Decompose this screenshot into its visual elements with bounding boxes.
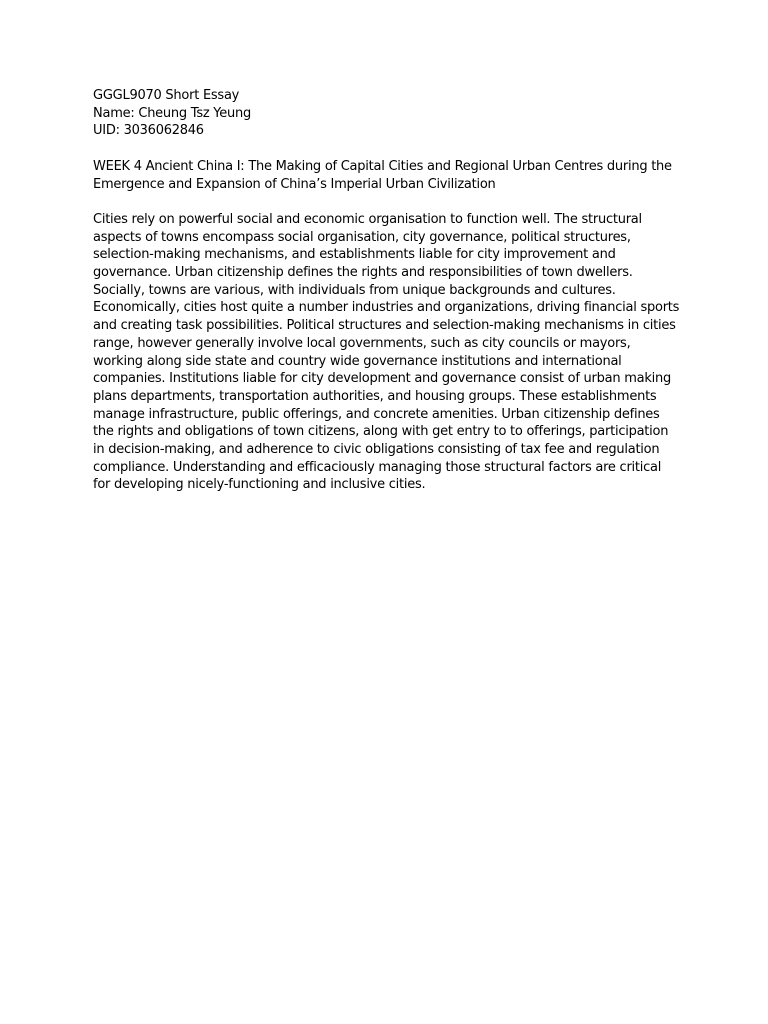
paragraph-line: selection-making mechanisms, and establishments liable for city improvement and — [93, 247, 616, 263]
paragraph-line: the rights and obligations of town citizens, along with get entry to to offerings, participation — [93, 424, 669, 440]
paragraph-line: Cities rely on powerful social and economic organisation to function well. The structural — [93, 211, 642, 227]
spacer — [93, 193, 685, 211]
paragraph-line: companies. Institutions liable for city development and governance consist of urban making — [93, 371, 671, 387]
course-line: GGGL9070 Short Essay — [93, 88, 240, 103]
essay-title — [93, 158, 685, 193]
document-content — [93, 87, 685, 494]
paragraph-line: working along side state and country wide governance institutions and international — [93, 353, 622, 369]
header-block — [93, 87, 685, 140]
paragraph-line: governance. Urban citizenship defines the rights and responsibilities of town dwellers. — [93, 265, 633, 280]
paragraph-line: for developing nicely-functioning and inclusive cities. — [93, 477, 426, 493]
paragraph-line: Socially, towns are various, with individuals from unique backgrounds and cultures. — [93, 282, 616, 298]
paragraph-line: manage infrastructure, public offerings, and concrete amenities. Urban citizenship defines — [93, 406, 660, 422]
paragraph-line: compliance. Understanding and efficaciously managing those structural factors are critical — [93, 459, 662, 475]
paragraph-line: range, however generally involve local governments, such as city councils or mayors, — [93, 335, 631, 351]
paragraph-line: plans departments, transportation authorities, and housing groups. These establishments — [93, 388, 657, 404]
student-name-line: Name: Cheung Tsz Yeung — [93, 105, 252, 121]
paragraph-line: aspects of towns encompass social organisation, city governance, political structures, — [93, 229, 631, 245]
paragraph-line: and creating task possibilities. Political structures and selection-making mechanisms in cities — [93, 318, 676, 334]
title-line: Emergence and Expansion of China’s Imperial Urban Civilization — [93, 176, 496, 192]
spacer — [93, 140, 685, 158]
paragraph-line: Economically, cities host quite a number industries and organizations, driving financial sports — [93, 300, 680, 316]
essay-paragraph — [93, 211, 685, 494]
uid-line: UID: 3036062846 — [93, 123, 204, 139]
title-line: WEEK 4 Ancient China I: The Making of Capital Cities and Regional Urban Centres during the — [93, 158, 672, 174]
paragraph-line: in decision-making, and adherence to civic obligations consisting of tax fee and regulation — [93, 442, 660, 458]
